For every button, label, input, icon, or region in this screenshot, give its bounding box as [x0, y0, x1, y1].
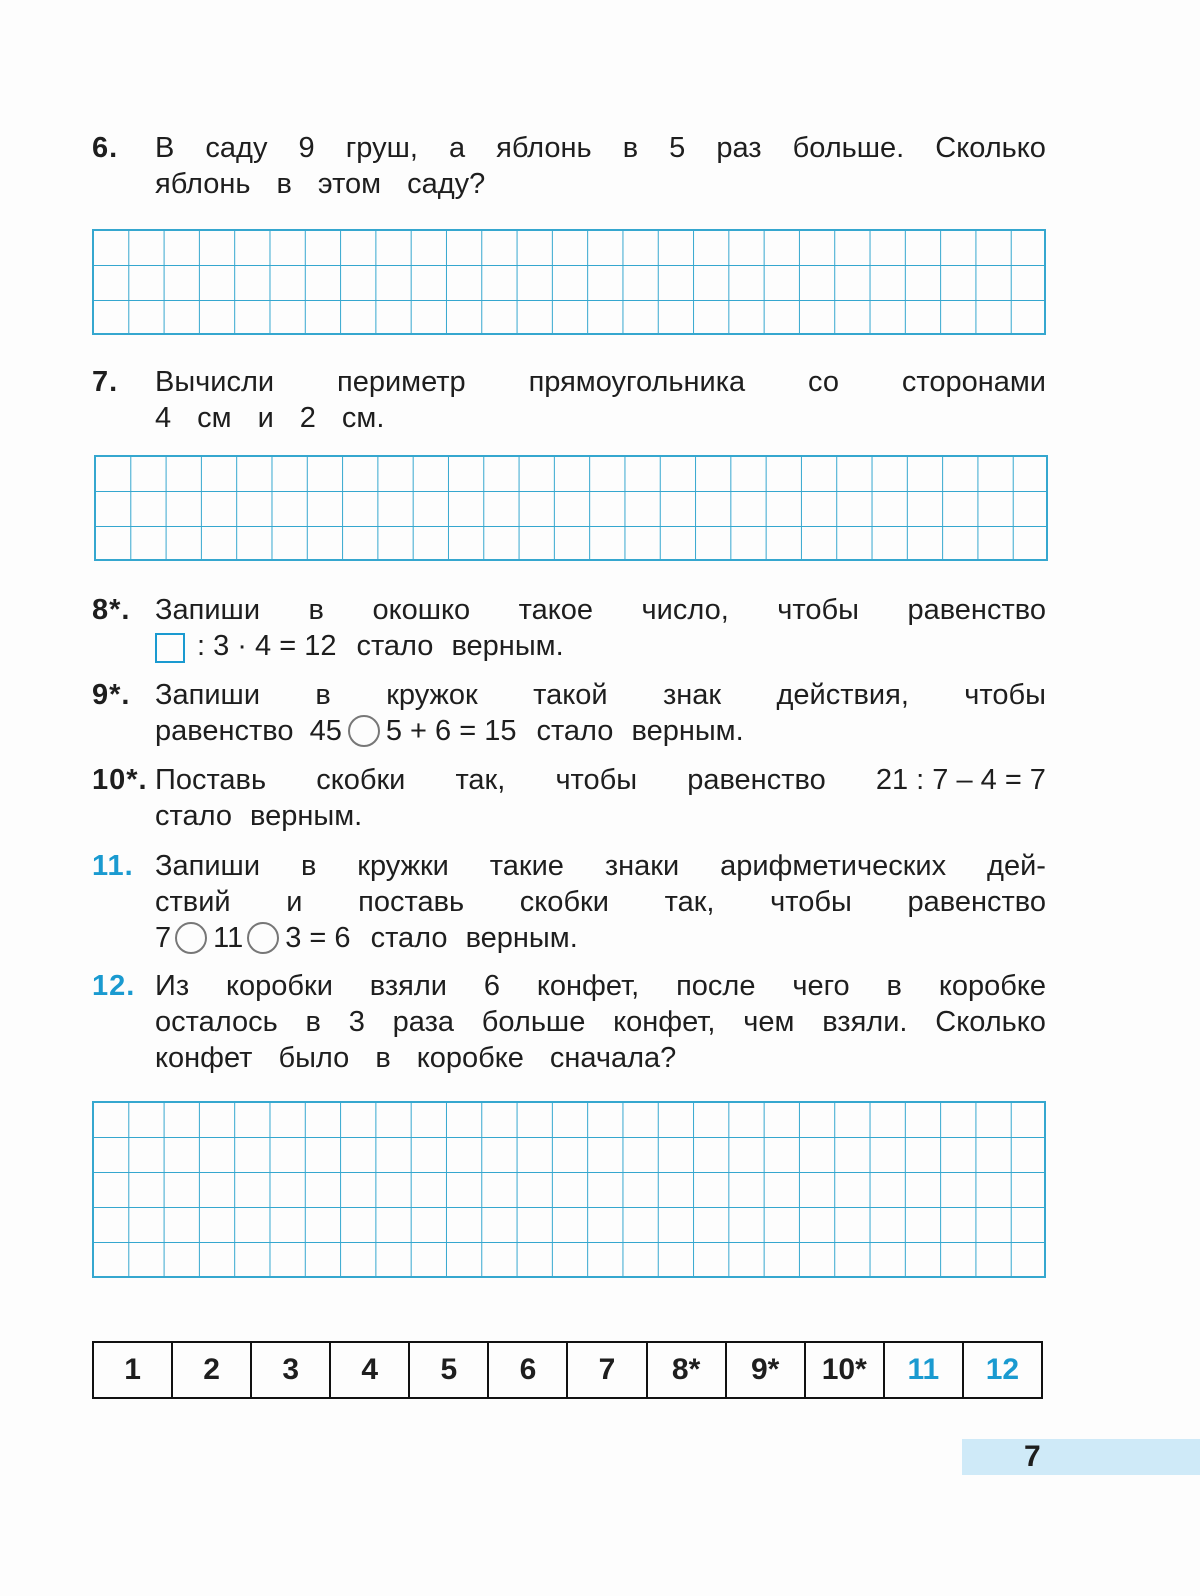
operand: 11: [213, 922, 244, 954]
task-check-cell[interactable]: 3: [252, 1343, 331, 1397]
task-9: [92, 677, 1046, 749]
page-number: 7: [1024, 1440, 1041, 1473]
word: Сколько: [935, 132, 1046, 164]
word: в: [375, 1042, 391, 1074]
task-check-cell[interactable]: 11: [885, 1343, 964, 1397]
word: кружок: [386, 679, 478, 711]
operation-circle[interactable]: [175, 922, 207, 954]
word: в: [315, 679, 331, 711]
word: конфет: [155, 1042, 253, 1074]
word: 2: [299, 402, 316, 434]
word: дей-: [987, 850, 1046, 882]
word: саду?: [407, 168, 486, 200]
task-text-line: [155, 628, 1046, 664]
equation-end: 3 = 6: [285, 922, 351, 954]
operation-circle[interactable]: [247, 922, 279, 954]
word: см.: [341, 402, 385, 434]
word: 3: [348, 1006, 365, 1038]
task-12: [92, 968, 1046, 1076]
word: груш,: [345, 132, 418, 164]
word: раз: [716, 132, 762, 164]
word: число,: [641, 594, 729, 626]
word: чего: [792, 970, 850, 1002]
task-tail: стало верным.: [356, 630, 564, 662]
task-check-cell[interactable]: 12: [985, 1353, 1020, 1386]
operation-circle[interactable]: [348, 715, 380, 747]
task-check-cell[interactable]: 8*: [648, 1343, 727, 1397]
task-8: [92, 592, 1046, 664]
word: Из: [155, 970, 190, 1002]
word: такое: [518, 594, 594, 626]
answer-grid[interactable]: [92, 1101, 1046, 1278]
word: поставь: [358, 886, 465, 918]
task-check-cell[interactable]: 10*: [806, 1343, 885, 1397]
word: со: [808, 366, 839, 398]
equation-end: 5 + 6 = 15: [385, 715, 517, 747]
task-text-line: [155, 592, 1046, 628]
task-check-cell[interactable]: 7: [568, 1343, 647, 1397]
word: 5: [669, 132, 686, 164]
word: саду: [205, 132, 268, 164]
task-text-line: [155, 1004, 1046, 1040]
word: скобки: [316, 764, 406, 796]
task-check-cell[interactable]: 9*: [727, 1343, 806, 1397]
task-text-line: [155, 798, 1046, 834]
task-number: 6.: [92, 132, 119, 164]
word: ствий: [155, 886, 231, 918]
word: в: [308, 594, 324, 626]
word: больше.: [792, 132, 905, 164]
task-text-line: [155, 677, 1046, 713]
task-number: 12.: [92, 970, 136, 1002]
word: в: [305, 1006, 321, 1038]
word: чем: [743, 1006, 795, 1038]
task-text-line: [155, 762, 1046, 798]
task-text-line: [155, 400, 1046, 436]
word: в: [300, 850, 317, 882]
word: 6: [483, 970, 501, 1002]
task-text-line: [155, 713, 1046, 749]
task-check-cell[interactable]: 6: [489, 1343, 568, 1397]
task-number: 8*.: [92, 594, 131, 626]
word: Запиши: [155, 850, 261, 882]
task-check-cell[interactable]: 2: [173, 1343, 252, 1397]
task-text-line: [155, 920, 1046, 956]
word: в: [622, 132, 639, 164]
word: 4: [155, 402, 172, 434]
task-number: 7.: [92, 366, 119, 398]
word: коробки: [226, 970, 333, 1002]
word: Сколько: [935, 1006, 1046, 1038]
word: действия,: [776, 679, 909, 711]
task-6: [92, 130, 1046, 202]
word: конфет,: [613, 1006, 716, 1038]
task-text-line: [155, 848, 1046, 884]
word: чтобы: [777, 594, 859, 626]
equation: : 3 · 4 = 12: [197, 630, 337, 662]
word: такие: [489, 850, 564, 882]
task-text-line: [155, 884, 1046, 920]
word: Поставь: [155, 764, 267, 796]
task-check-cell[interactable]: 1: [94, 1343, 173, 1397]
word: знаки: [604, 850, 680, 882]
answer-grid[interactable]: [92, 229, 1046, 335]
task-7: [92, 364, 1046, 436]
word: так,: [664, 886, 715, 918]
task-number: 9*.: [92, 679, 131, 711]
task-10: [92, 762, 1046, 834]
task-tail: стало верным.: [536, 715, 744, 747]
task-number: 10*.: [92, 764, 148, 796]
word: яблонь: [496, 132, 592, 164]
word: см: [197, 402, 232, 434]
word: прямоугольника: [528, 366, 746, 398]
task-text-line: [155, 1040, 1046, 1076]
task-text-line: [155, 364, 1046, 400]
word: взяли.: [822, 1006, 908, 1038]
task-tail: стало верным.: [155, 800, 363, 832]
page-number-tab: [962, 1439, 1200, 1475]
task-tail: стало верным.: [370, 922, 578, 954]
word: равенство: [907, 886, 1046, 918]
word: периметр: [337, 366, 466, 398]
word: чтобы: [770, 886, 852, 918]
task-text-line: [155, 130, 1046, 166]
word: равенство: [907, 594, 1046, 626]
word: такой: [533, 679, 608, 711]
word: 9: [298, 132, 315, 164]
word: коробке: [938, 970, 1046, 1002]
word: Запиши: [155, 679, 261, 711]
word: кружки: [357, 850, 449, 882]
word: арифметических: [720, 850, 947, 882]
word: взяли: [369, 970, 447, 1002]
word: осталось: [155, 1006, 278, 1038]
word: в: [886, 970, 902, 1002]
word: знак: [662, 679, 722, 711]
word: конфет,: [536, 970, 640, 1002]
word: в: [276, 168, 292, 200]
word: и: [286, 886, 303, 918]
answer-grid[interactable]: [94, 455, 1048, 561]
word: скобки: [519, 886, 609, 918]
word: сначала?: [549, 1042, 677, 1074]
word: и: [257, 402, 274, 434]
word: чтобы: [964, 679, 1046, 711]
word: чтобы: [555, 764, 638, 796]
word: 21 : 7 – 4 = 7: [875, 764, 1046, 796]
word: Вычисли: [155, 366, 275, 398]
word: а: [448, 132, 466, 164]
operand: 7: [155, 922, 172, 954]
task-check-cell[interactable]: 4: [331, 1343, 410, 1397]
task-number: 11.: [92, 850, 134, 882]
word: Запиши: [155, 594, 261, 626]
word: после: [676, 970, 756, 1002]
task-check-cell[interactable]: 5: [410, 1343, 489, 1397]
word: этом: [317, 168, 382, 200]
self-check-table: [92, 1341, 1043, 1399]
task-11: [92, 848, 1046, 956]
answer-box[interactable]: [155, 633, 185, 663]
word: равенство: [687, 764, 826, 796]
word: сторонами: [901, 366, 1046, 398]
word: коробке: [416, 1042, 524, 1074]
equation-start: равенство 45: [155, 715, 342, 747]
word: больше: [481, 1006, 586, 1038]
word: яблонь: [155, 168, 251, 200]
task-text-line: [155, 166, 1046, 202]
word: было: [278, 1042, 350, 1074]
task-text-line: [155, 968, 1046, 1004]
word: так,: [455, 764, 506, 796]
word: окошко: [372, 594, 471, 626]
word: раза: [392, 1006, 454, 1038]
word: В: [155, 132, 175, 164]
